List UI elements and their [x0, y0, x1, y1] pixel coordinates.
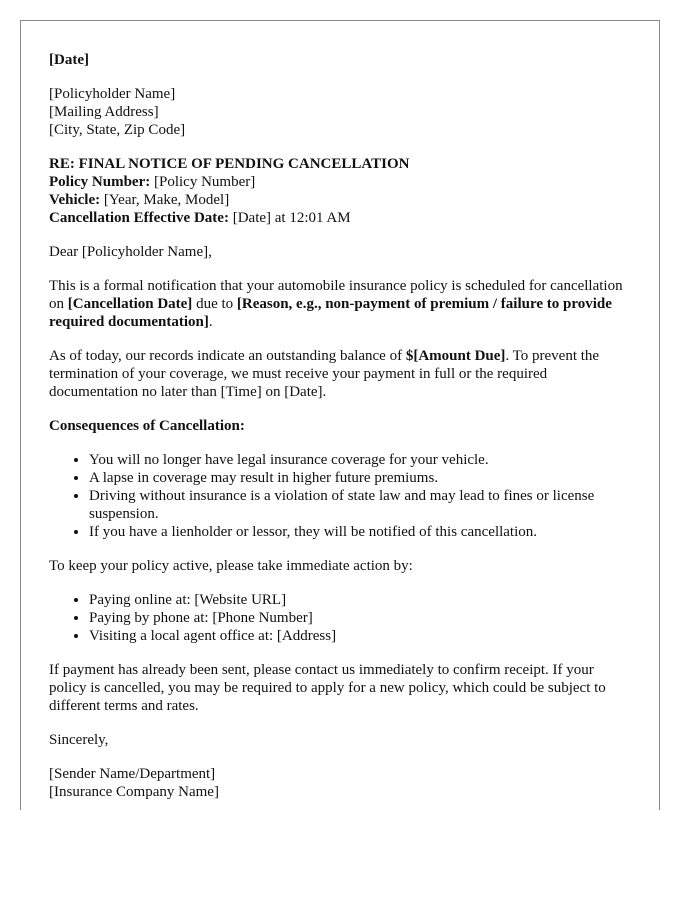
list-item: • A lapse in coverage may result in higher future premiums.: [89, 469, 631, 487]
policy-number-line: [49, 173, 631, 191]
para2-text: As of today, our records indicate an outstanding balance of: [49, 348, 406, 364]
list-item: • Paying by phone at: [Phone Number]: [89, 609, 631, 627]
list-item: • Driving without insurance is a violation of state law and may lead to fines or license suspension.: [89, 487, 631, 523]
cancellation-reason: [Reason, e.g., non-payment of premium / failure to provide required documentation]: [49, 296, 612, 330]
company-name: [Insurance Company Name]: [49, 784, 219, 800]
signoff: Sincerely,: [49, 732, 109, 748]
effective-date-value: [Date] at 12:01 AM: [228, 210, 351, 226]
salutation: Dear [Policyholder Name],: [49, 244, 212, 260]
vehicle-label: Vehicle:: [49, 192, 101, 208]
re-subject: RE: FINAL NOTICE OF PENDING CANCELLATION: [49, 156, 410, 172]
recipient-address: [Mailing Address]: [49, 104, 159, 120]
recipient-name: [Policyholder Name]: [49, 86, 176, 102]
balance-paragraph: [49, 347, 631, 401]
effective-date-line: [49, 209, 631, 227]
notification-paragraph: [49, 277, 631, 331]
vehicle-value: [Year, Make, Model]: [100, 192, 230, 208]
recipient-block: [49, 85, 631, 139]
actions-list: [49, 591, 631, 645]
para2-text: . To prevent the termination of your coverage, we must receive your payment in full or the required documentation no later than [Time] on [Date].: [49, 348, 600, 400]
para1-text: This is a formal notification that your automobile insurance policy is scheduled for cancellation on: [49, 278, 623, 312]
recipient-city-state-zip: [City, State, Zip Code]: [49, 122, 186, 138]
effective-date-label: Cancellation Effective Date:: [49, 210, 229, 226]
amount-due: $[Amount Due]: [405, 348, 506, 364]
para1-text: .: [208, 314, 213, 330]
consequences-list: [49, 451, 631, 541]
vehicle-line: [49, 191, 631, 209]
policy-number-label: Policy Number:: [49, 174, 151, 190]
consequences-heading: Consequences of Cancellation:: [49, 418, 245, 434]
cancellation-date: [Cancellation Date]: [67, 296, 193, 312]
policy-number-value: [Policy Number]: [150, 174, 256, 190]
list-item: • You will no longer have legal insurance coverage for your vehicle.: [89, 451, 631, 469]
list-item: • If you have a lienholder or lessor, they will be notified of this cancellation.: [89, 523, 631, 541]
signature-block: [49, 765, 631, 801]
closing-paragraph: If payment has already been sent, please contact us immediately to confirm receipt. If your policy is cancelled, you may be required to apply for a new policy, which could be subject to different terms and rates.: [49, 662, 606, 714]
action-intro: To keep your policy active, please take immediate action by:: [49, 558, 413, 574]
re-block: [49, 155, 631, 227]
list-item: • Paying online at: [Website URL]: [89, 591, 631, 609]
letter-date: [Date]: [49, 52, 89, 68]
para1-text: due to: [192, 296, 237, 312]
letter-page: [20, 20, 660, 810]
list-item: • Visiting a local agent office at: [Address]: [89, 627, 631, 645]
sender-name: [Sender Name/Department]: [49, 766, 216, 782]
